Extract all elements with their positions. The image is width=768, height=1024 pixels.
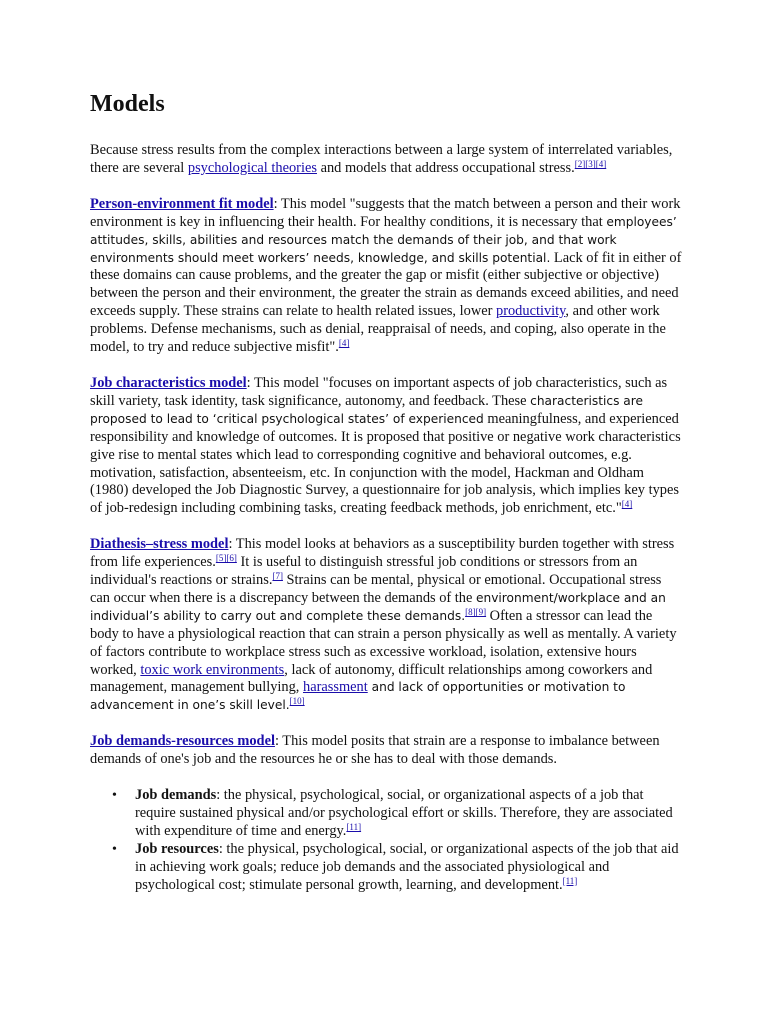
pe-fit-quote-text: employees’ attitudes, skills, abilities and resources match the demands of their job, and that work environments should meet workers’ needs, knowledge, and skills potential. (90, 214, 677, 265)
citation-link[interactable]: [11] (346, 821, 362, 832)
diathesis-text-4: Often a stressor can lead the body to have a physiological reaction that can strain a person physically as well as mentally. A variety of factors contribute to workplace stress such as excessive workload, isolation, extensive hours worked, (90, 607, 677, 678)
citation-link[interactable]: [10] (289, 696, 305, 707)
jdr-paragraph (90, 733, 682, 769)
pe-fit-text: : This model "suggests that the match between a person and their work environment is key in influencing their health. For healthy conditions, it is necessary that (90, 195, 681, 230)
citation-link[interactable]: [5][6] (215, 553, 237, 564)
diathesis-quote-text: environment/workplace and an individual’s ability to carry out and complete these demands. (90, 590, 666, 623)
jdr-text: : This model posits that strain are a response to imbalance between demands of one's job and the resources he or she has to deal with those demands. (90, 733, 660, 768)
bullet-icon: • (112, 788, 117, 804)
pe-fit-paragraph (90, 196, 682, 357)
intro-text: Because stress results from the complex interactions between a large system of interrelated variables, there are several (90, 142, 673, 176)
citation-link[interactable]: [8][9] (465, 606, 487, 617)
section-heading: Models (90, 91, 165, 117)
list-item-term: Job demands (135, 787, 217, 804)
citation-link[interactable]: [2][3][4] (574, 158, 607, 169)
citation-link[interactable]: [4] (338, 338, 350, 349)
diathesis-quote-text-2: and lack of opportunities or motivation to advancement in one’s skill level. (90, 680, 626, 713)
list-item-term: Job resources (135, 840, 219, 857)
diathesis-text-2: It is useful to distinguish stressful job conditions or stressors from an individual's reactions or strains. (90, 554, 638, 589)
citation-link[interactable]: [4] (621, 499, 633, 510)
pe-fit-text-2: Lack of fit in either of these domains can cause problems, and the greater the gap or misfit (either subjective or objective) between the person and their environment, the greater the strain as demands exceed abilities, and need exceeds supply. These strains can relate to health related issues, lower (90, 249, 682, 320)
intro-paragraph (90, 142, 682, 178)
pe-fit-text-3: , and other work problems. Defense mechanisms, such as denial, reappraisal of needs, and coping, also operate in the model, to try and reduce subjective misfit". (90, 303, 666, 356)
list-item-text: : the physical, psychological, social, or organizational aspects of the job that aid in achieving work goals; reduce job demands and the associated physiological and psychological cost; stimulate personal growth, learning, and development. (135, 840, 679, 893)
harassment-link[interactable]: harassment (303, 679, 368, 696)
person-environment-fit-link[interactable]: Person-environment fit model (90, 195, 274, 212)
psychological-theories-link[interactable]: psychological theories (187, 159, 317, 176)
list-item (112, 840, 682, 895)
job-demands-resources-model-link[interactable]: Job demands-resources model (90, 733, 275, 750)
diathesis-stress-paragraph (90, 536, 682, 715)
diathesis-text-3: Strains can be mental, physical or emotional. Occupational stress can occur when there is a discrepancy between the demands of the (90, 572, 662, 606)
job-characteristics-paragraph (90, 375, 682, 518)
diathesis-text-5: , lack of autonomy, difficult relationships among coworkers and management, management bullying, (90, 661, 653, 696)
diathesis-stress-model-link[interactable]: Diathesis–stress model (90, 536, 229, 553)
bullet-icon: • (112, 841, 117, 857)
citation-link[interactable]: [7] (272, 571, 283, 582)
intro-text-2: and models that address occupational stress. (316, 159, 575, 176)
job-char-text-2: meaningfulness, and experienced responsibility and knowledge of outcomes. It is proposed that positive or negative work characteristics give rise to mental states which lead to corresponding cognitive and behavioral outcomes, e.g. motivation, satisfaction, absenteeism, etc. In conjunction with the model, Hackman and Oldham (1980) developed the Job Diagnostic Survey, a questionnaire for job analysis, which implies key types of job-redesign including combining tasks, creating feedback methods, job enrichment, etc." (90, 410, 681, 517)
toxic-work-environments-link[interactable]: toxic work environments (140, 661, 285, 678)
job-characteristics-model-link[interactable]: Job characteristics model (90, 374, 247, 391)
diathesis-text: : This model looks at behaviors as a susceptibility burden together with stress from life experiences. (90, 536, 675, 571)
jdr-list (90, 787, 682, 894)
productivity-link[interactable]: productivity (496, 303, 566, 320)
job-char-quote-text: characteristics are proposed to lead to ‘critical psychological states’ of experienced (90, 393, 644, 426)
job-char-text: : This model "focuses on important aspects of job characteristics, such as skill variety, task identity, task significance, autonomy, and feedback. These (90, 374, 668, 409)
citation-link[interactable]: [11] (562, 875, 578, 886)
list-item-text: : the physical, psychological, social, or organizational aspects of a job that require sustained physical and/or psychological effort or skills. Therefore, they are associated with expenditure of time and energy. (135, 787, 673, 839)
article-body (90, 88, 682, 895)
list-item (112, 787, 682, 841)
